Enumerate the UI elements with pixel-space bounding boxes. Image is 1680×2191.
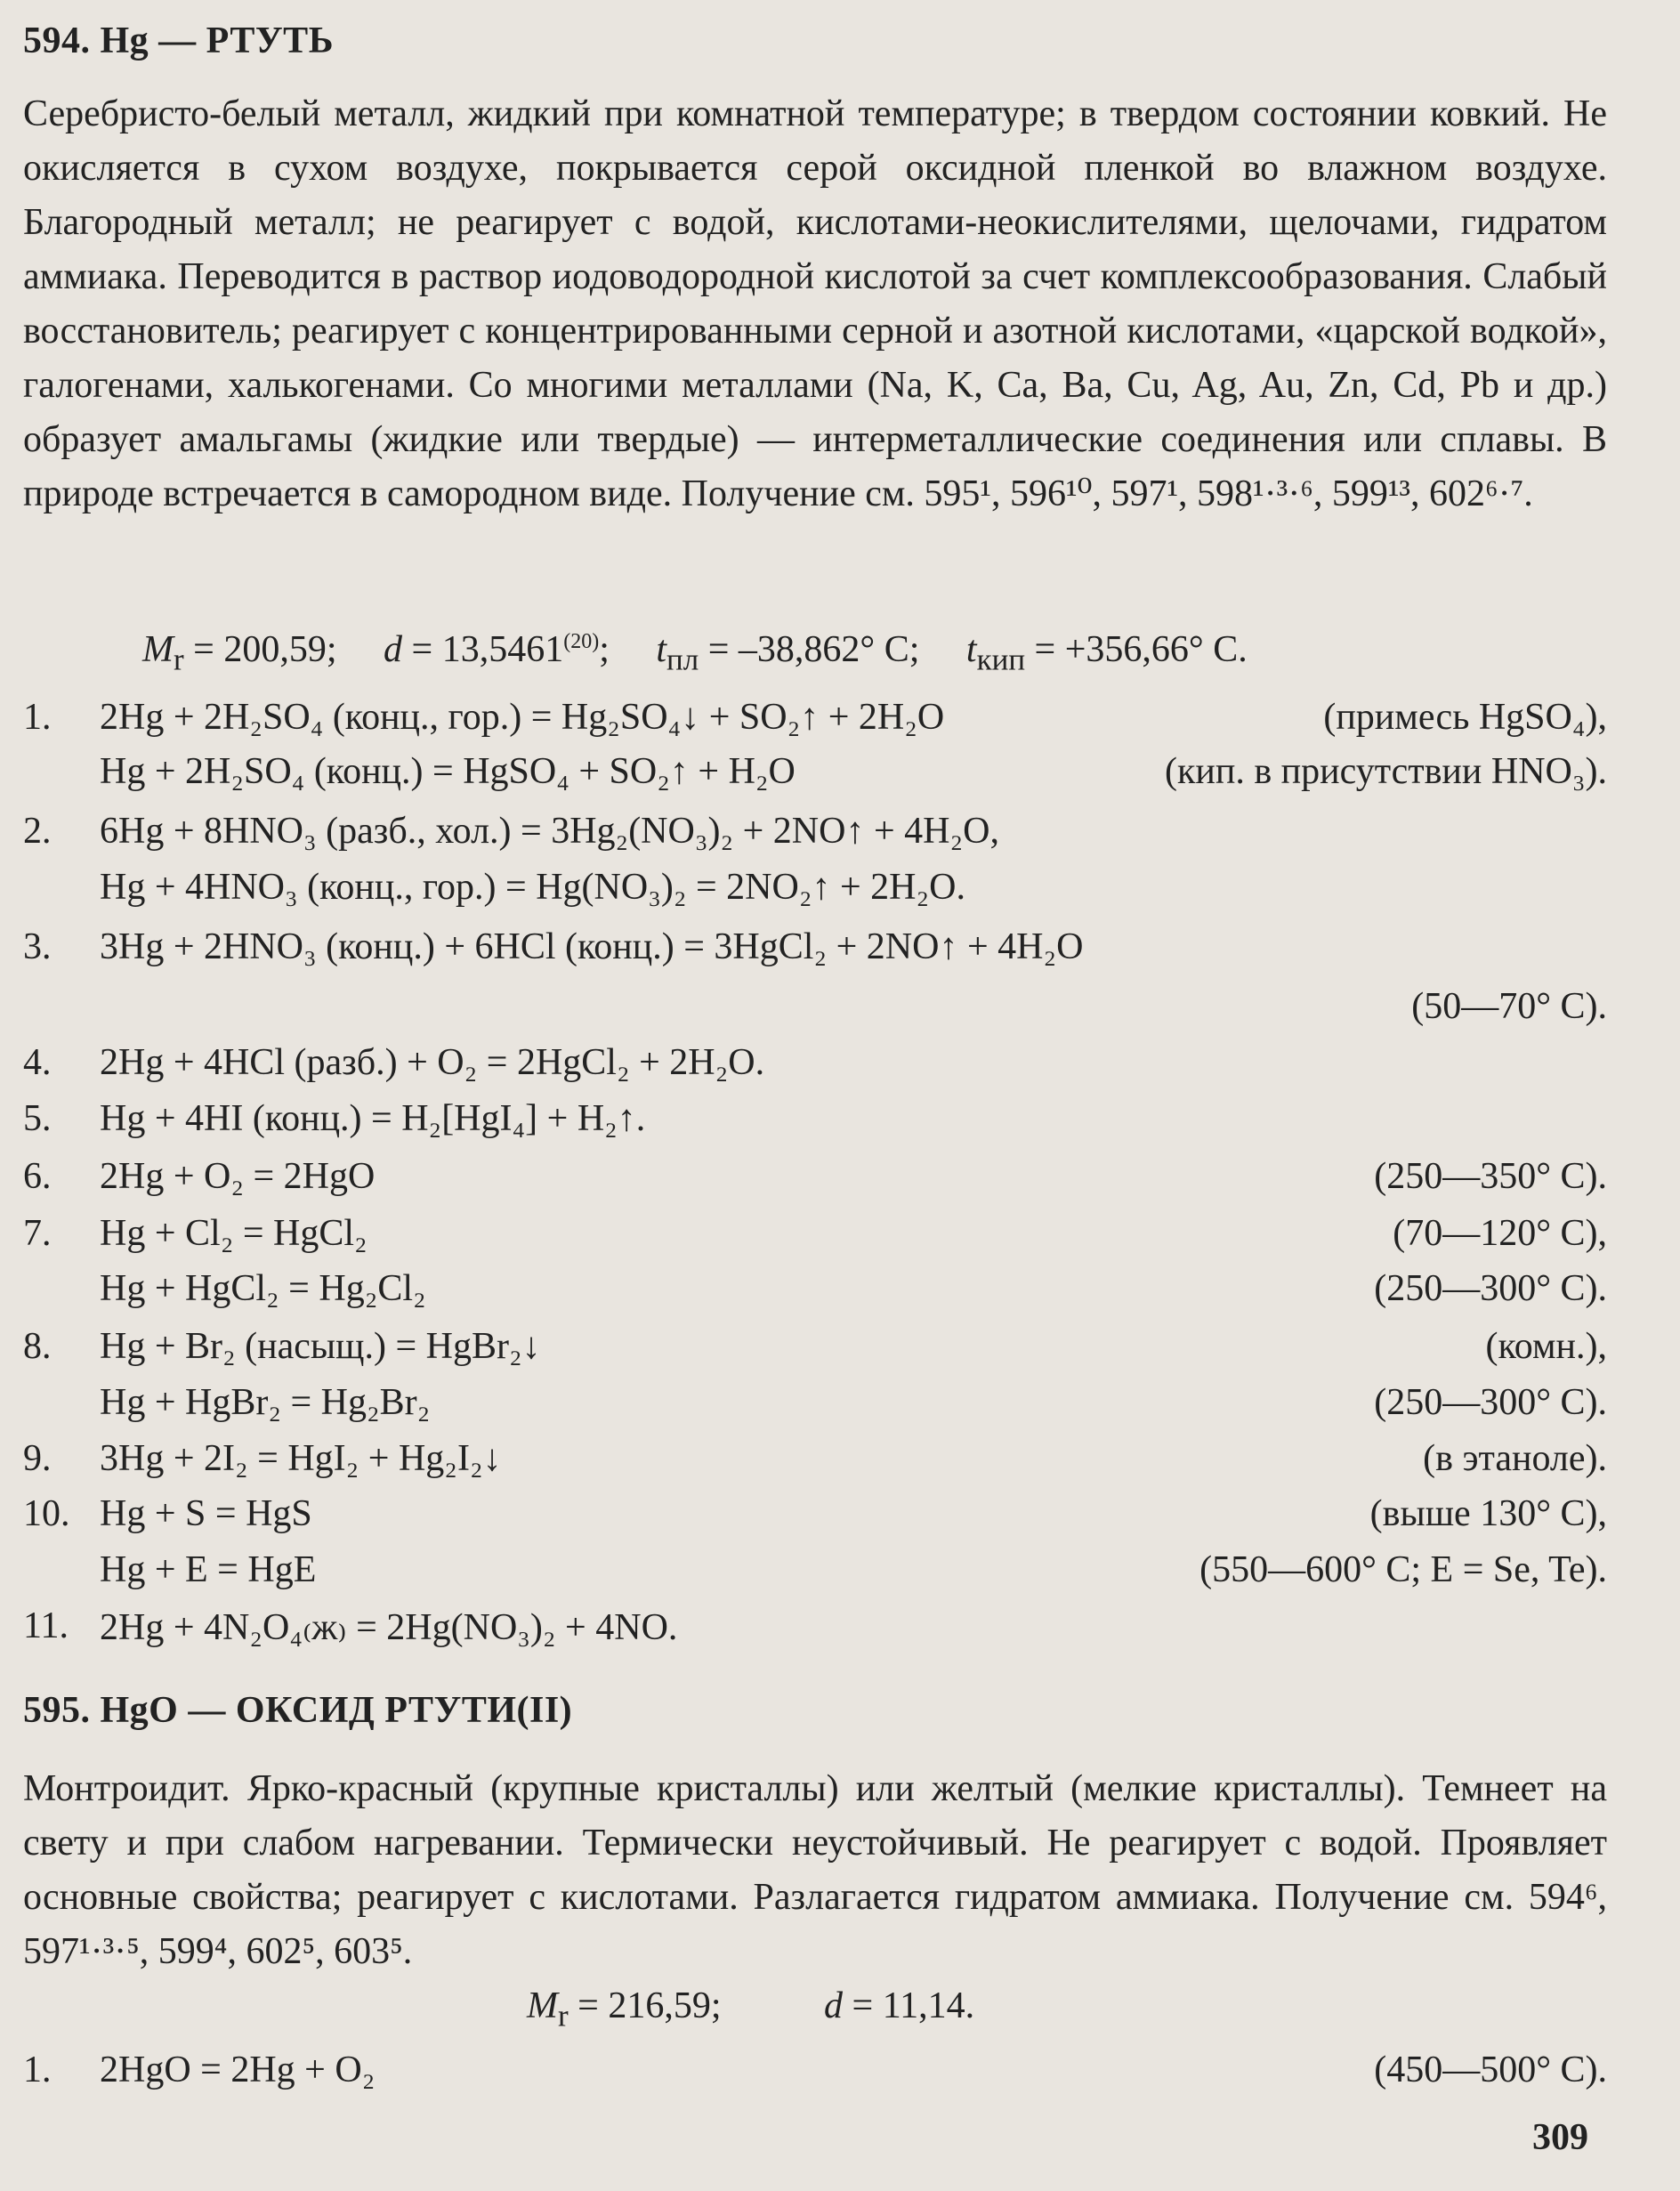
section-594-constants	[142, 628, 1248, 677]
reaction-line	[23, 2049, 1607, 2104]
mr-sub: r	[174, 642, 184, 677]
mr-value: = 200,59;	[183, 629, 337, 670]
reaction-line	[23, 1492, 1607, 1548]
mr-label: M	[527, 1985, 558, 2026]
reaction-line	[23, 1437, 1607, 1492]
d-label: d	[824, 1985, 844, 2026]
section-595-description: Монтроидит. Ярко-красный (крупные кристаллы) или желтый (мелкие кристаллы). Темнеет на свету и при слабом нагревании. Термически неустойчивый. Не реагирует с водой. Проявляет основные свойства; реагирует с кислотами. Разлагается гидратом аммиака. Получение см. 594⁶, 597¹·³·⁵, 599⁴, 602⁵, 603⁵.	[23, 1768, 1607, 1972]
reaction-condition: (250—300° C).	[1374, 1382, 1607, 1423]
tboil-value: = +356,66° C.	[1025, 629, 1248, 670]
reaction-line	[23, 866, 1607, 921]
reaction-line	[23, 696, 1607, 751]
d-value: = 13,5461	[402, 629, 564, 670]
reaction-number: 1.	[23, 2050, 52, 2090]
reaction-number: 9.	[23, 1438, 52, 1479]
reaction-equation: Hg + 2H₂SO₄ (конц.) = HgSO₄ + SO₂↑ + H₂O	[100, 751, 796, 792]
reaction-line	[23, 1548, 1607, 1604]
mr-value: = 216,59;	[568, 1985, 722, 2026]
reaction-line	[23, 1041, 1607, 1096]
tboil-label: t	[965, 629, 977, 670]
reaction-line	[23, 926, 1607, 981]
d-sup: (20)	[563, 630, 600, 653]
reaction-condition: (кип. в присутствии HNO₃).	[1165, 751, 1607, 792]
section-595-title: 595. HgO — ОКСИД РТУТИ(II)	[23, 1690, 573, 1731]
mr-label: M	[142, 629, 174, 670]
reaction-equation: 2HgO = 2Hg + O₂	[100, 2050, 376, 2090]
reaction-equation: 2Hg + 4HCl (разб.) + O₂ = 2HgCl₂ + 2H₂O.	[100, 1042, 765, 1083]
reaction-equation: Hg + HgCl₂ = Hg₂Cl₂	[100, 1268, 426, 1309]
reaction-line	[23, 1605, 1607, 1660]
tboil-sub: кип	[976, 642, 1026, 677]
reaction-line	[23, 1097, 1607, 1152]
page-number: 309	[1532, 2117, 1588, 2158]
reaction-number: 7.	[23, 1213, 52, 1254]
reaction-condition: (550—600° C; E = Se, Te).	[1199, 1549, 1607, 1590]
section-594-description: Серебристо-белый металл, жидкий при комнатной температуре; в твердом состоянии ковкий. Не окисляется в сухом воздухе, покрывается серой оксидной пленкой во влажном воздухе. Благородный металл; не реагирует с водой, кислотами-неокислителями, щелочами, гидратом аммиака. Переводится в раствор иодоводородной кислотой за счет комплексообразования. Слабый восстановитель; реагирует с концентрированными серной и азотной кислотами, «царской водкой», галогенами, халькогенами. Со многими металлами (Na, K, Ca, Ba, Cu, Ag, Au, Zn, Cd, Pb и др.) образует амальгамы (жидкие или твердые) — интерметаллические соединения или сплавы. В природе встречается в самородном виде. Получение см. 595¹, 596¹⁰, 597¹, 598¹·³·⁶, 599¹³, 602⁶·⁷.	[23, 93, 1607, 514]
tmelt-label: t	[656, 629, 667, 670]
d-end: ;	[599, 629, 610, 670]
reaction-equation: Hg + Br₂ (насыщ.) = HgBr₂↓	[100, 1326, 541, 1367]
d-value: = 11,14.	[843, 1985, 975, 2026]
mr-sub: r	[558, 1998, 569, 2033]
reaction-line	[23, 810, 1607, 865]
reaction-line	[23, 1325, 1607, 1380]
reaction-equation: Hg + 4HNO₃ (конц., гор.) = Hg(NO₃)₂ = 2NO₂↑ + 2H₂O.	[100, 867, 965, 908]
reaction-condition: (50—70° C).	[1411, 986, 1607, 1027]
reaction-number: 11.	[23, 1605, 69, 1646]
d-label: d	[384, 629, 403, 670]
reaction-condition: (250—350° C).	[1374, 1156, 1607, 1197]
reaction-equation: Hg + HgBr₂ = Hg₂Br₂	[100, 1382, 431, 1423]
reaction-equation: Hg + 4HI (конц.) = H₂[HgI₄] + H₂↑.	[100, 1098, 646, 1139]
reaction-equation: Hg + E = HgE	[100, 1549, 317, 1590]
reaction-condition: (выше 130° C),	[1369, 1493, 1607, 1534]
reaction-line	[23, 750, 1607, 805]
reaction-condition: (250—300° C).	[1374, 1268, 1607, 1309]
reaction-equation: Hg + Cl₂ = HgCl₂	[100, 1213, 368, 1254]
reaction-condition: (примесь HgSO₄),	[1323, 697, 1607, 738]
reaction-equation: 3Hg + 2I₂ = HgI₂ + Hg₂I₂↓	[100, 1438, 502, 1479]
reaction-line	[23, 1212, 1607, 1267]
reaction-condition: (70—120° C),	[1393, 1213, 1607, 1254]
reaction-equation: 3Hg + 2HNO₃ (конц.) + 6HCl (конц.) = 3HgCl₂ + 2NO↑ + 4H₂O	[100, 926, 1084, 967]
reaction-number: 2.	[23, 811, 52, 852]
reaction-equation: 2Hg + 4N₂O₄₍ж₎ = 2Hg(NO₃)₂ + 4NO.	[100, 1607, 678, 1648]
reaction-line	[23, 1155, 1607, 1210]
tmelt-sub: пл	[666, 642, 699, 677]
reaction-number: 4.	[23, 1042, 52, 1083]
reaction-number: 6.	[23, 1156, 52, 1197]
reaction-equation: 2Hg + O₂ = 2HgO	[100, 1156, 376, 1197]
reaction-line	[23, 1267, 1607, 1322]
reaction-line	[23, 1381, 1607, 1436]
reaction-number: 8.	[23, 1326, 52, 1367]
reaction-line	[23, 985, 1607, 1040]
tmelt-value: = –38,862° C;	[699, 629, 920, 670]
section-594-title: 594. Hg — РТУТЬ	[23, 20, 334, 61]
reaction-number: 5.	[23, 1098, 52, 1139]
reaction-condition: (комн.),	[1485, 1326, 1607, 1367]
reaction-condition: (в этаноле).	[1423, 1438, 1607, 1479]
reaction-equation: 6Hg + 8HNO₃ (разб., хол.) = 3Hg₂(NO₃)₂ + 2NO↑ + 4H₂O,	[100, 811, 999, 852]
reaction-number: 10.	[23, 1493, 70, 1534]
section-595-constants	[527, 1985, 974, 2033]
reaction-number: 1.	[23, 697, 52, 738]
reaction-condition: (450—500° C).	[1374, 2050, 1607, 2090]
reaction-number: 3.	[23, 926, 52, 967]
reaction-equation: Hg + S = HgS	[100, 1493, 312, 1534]
reaction-equation: 2Hg + 2H₂SO₄ (конц., гор.) = Hg₂SO₄↓ + SO₂↑ + 2H₂O	[100, 697, 945, 738]
